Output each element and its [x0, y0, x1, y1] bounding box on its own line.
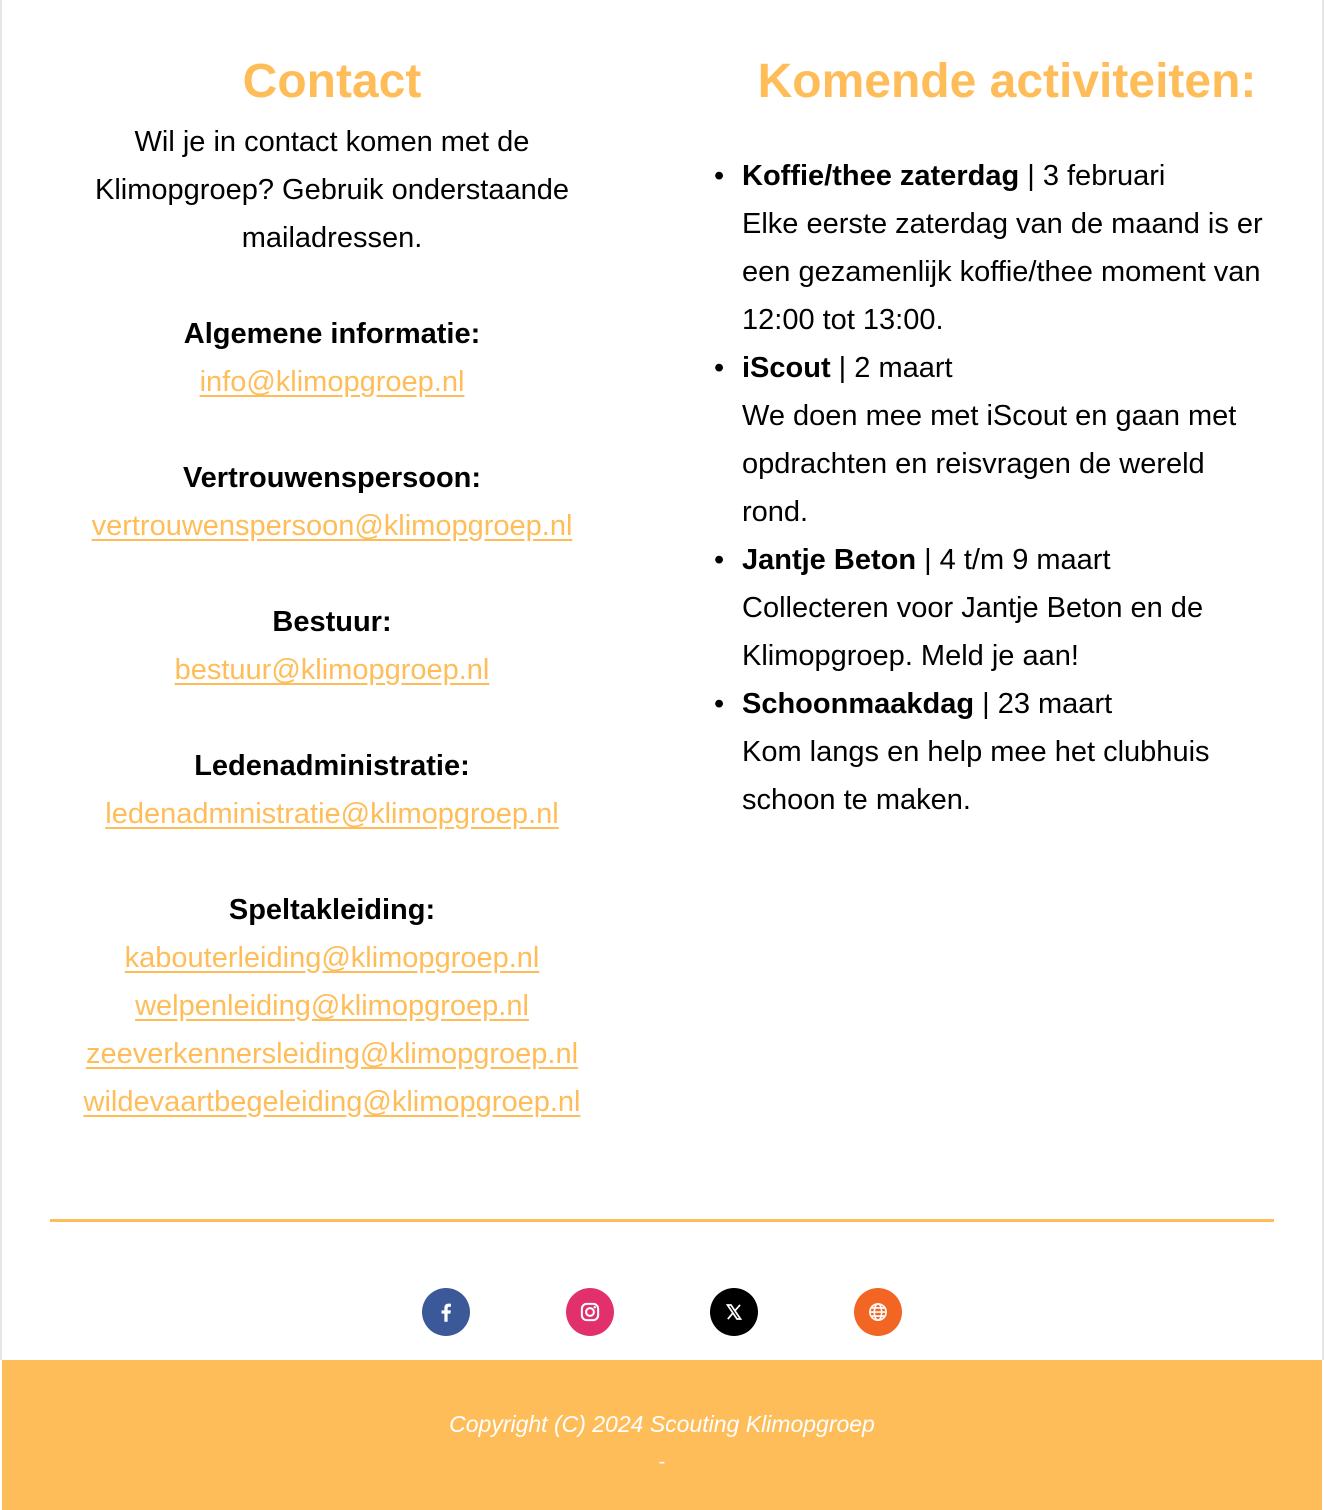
contact-intro-line: Wil je in contact komen met de [134, 126, 530, 158]
contact-block-confidant [50, 454, 614, 550]
email-link-ledenadministratie[interactable]: ledenadministratie@klimopgroep.nl [105, 798, 559, 830]
activity-name: iScout [742, 352, 831, 384]
activity-desc-line: opdrachten en reisvragen de wereld [742, 448, 1205, 480]
contact-section [50, 52, 614, 1126]
activity-date: | 4 t/m 9 maart [916, 544, 1111, 576]
activity-desc-line: We doen mee met iScout en gaan met [742, 400, 1237, 432]
footer-copyright: Copyright (C) 2024 Scouting Klimopgroep [449, 1411, 875, 1437]
activity-desc-line: Collecteren voor Jantje Beton en de [742, 592, 1204, 624]
activity-item [710, 680, 1324, 824]
activity-item [710, 344, 1324, 536]
footer [2, 1360, 1322, 1510]
activity-name: Koffie/thee zaterdag [742, 160, 1020, 192]
contact-intro-line: Klimopgroep? Gebruik onderstaande [95, 174, 569, 206]
email-link-welpenleiding[interactable]: welpenleiding@klimopgroep.nl [135, 990, 529, 1022]
email-link-wildevaartbegeleiding[interactable]: wildevaartbegeleiding@klimopgroep.nl [83, 1086, 581, 1118]
bullet-icon: • [714, 544, 725, 576]
page-border-left [0, 0, 2, 1360]
contact-block-board [50, 598, 614, 694]
instagram-link[interactable] [566, 1288, 614, 1336]
activity-desc-line: 12:00 tot 13:00. [742, 304, 944, 336]
activity-name: Schoonmaakdag [742, 688, 975, 720]
activity-date: | 2 maart [830, 352, 953, 384]
website-link[interactable] [854, 1288, 902, 1336]
facebook-link[interactable] [422, 1288, 470, 1336]
email-link-vertrouwenspersoon[interactable]: vertrouwenspersoon@klimopgroep.nl [91, 510, 573, 542]
contact-block-membership [50, 742, 614, 838]
contact-block-general [50, 310, 614, 406]
globe-icon [865, 1299, 891, 1325]
facebook-icon [433, 1299, 459, 1325]
activities-list [710, 152, 1324, 824]
contact-block-leaders [50, 886, 614, 1126]
bullet-icon: • [714, 160, 725, 192]
activity-item [710, 152, 1324, 344]
contact-intro-line: mailadressen. [241, 222, 423, 254]
contact-label: Speltakleiding: [228, 894, 436, 926]
bullet-icon: • [714, 352, 725, 384]
activity-desc-line: Kom langs en help mee het clubhuis [742, 736, 1210, 768]
contact-label: Bestuur: [272, 606, 392, 638]
contact-label: Algemene informatie: [183, 318, 481, 350]
activity-date: | 3 februari [1019, 160, 1166, 192]
activity-desc-line: Klimopgroep. Meld je aan! [742, 640, 1079, 672]
contact-label: Vertrouwenspersoon: [182, 462, 482, 494]
instagram-icon [577, 1299, 603, 1325]
contact-intro [50, 118, 614, 262]
x-link[interactable] [710, 1288, 758, 1336]
email-link-bestuur[interactable]: bestuur@klimopgroep.nl [174, 654, 490, 686]
contact-label: Ledenadministratie: [194, 750, 470, 782]
contact-title: Contact [242, 55, 422, 108]
footer-separator: - [658, 1451, 666, 1473]
bullet-icon: • [714, 688, 725, 720]
activity-name: Jantje Beton [742, 544, 917, 576]
activities-title: Komende activiteiten: [757, 55, 1257, 108]
email-link-info[interactable]: info@klimopgroep.nl [199, 366, 465, 398]
activities-section [710, 52, 1324, 824]
activity-desc-line: rond. [742, 496, 809, 528]
x-icon [721, 1299, 747, 1325]
section-divider [50, 1219, 1274, 1222]
activity-desc-line: schoon te maken. [742, 784, 971, 816]
activity-desc-line: Elke eerste zaterdag van de maand is er [742, 208, 1263, 240]
email-link-kabouterleiding[interactable]: kabouterleiding@klimopgroep.nl [124, 942, 540, 974]
activity-date: | 23 maart [974, 688, 1113, 720]
activity-item [710, 536, 1324, 680]
activity-desc-line: een gezamenlijk koffie/thee moment van [742, 256, 1261, 288]
social-links [0, 1288, 1324, 1336]
email-link-zeeverkennersleiding[interactable]: zeeverkennersleiding@klimopgroep.nl [85, 1038, 579, 1070]
